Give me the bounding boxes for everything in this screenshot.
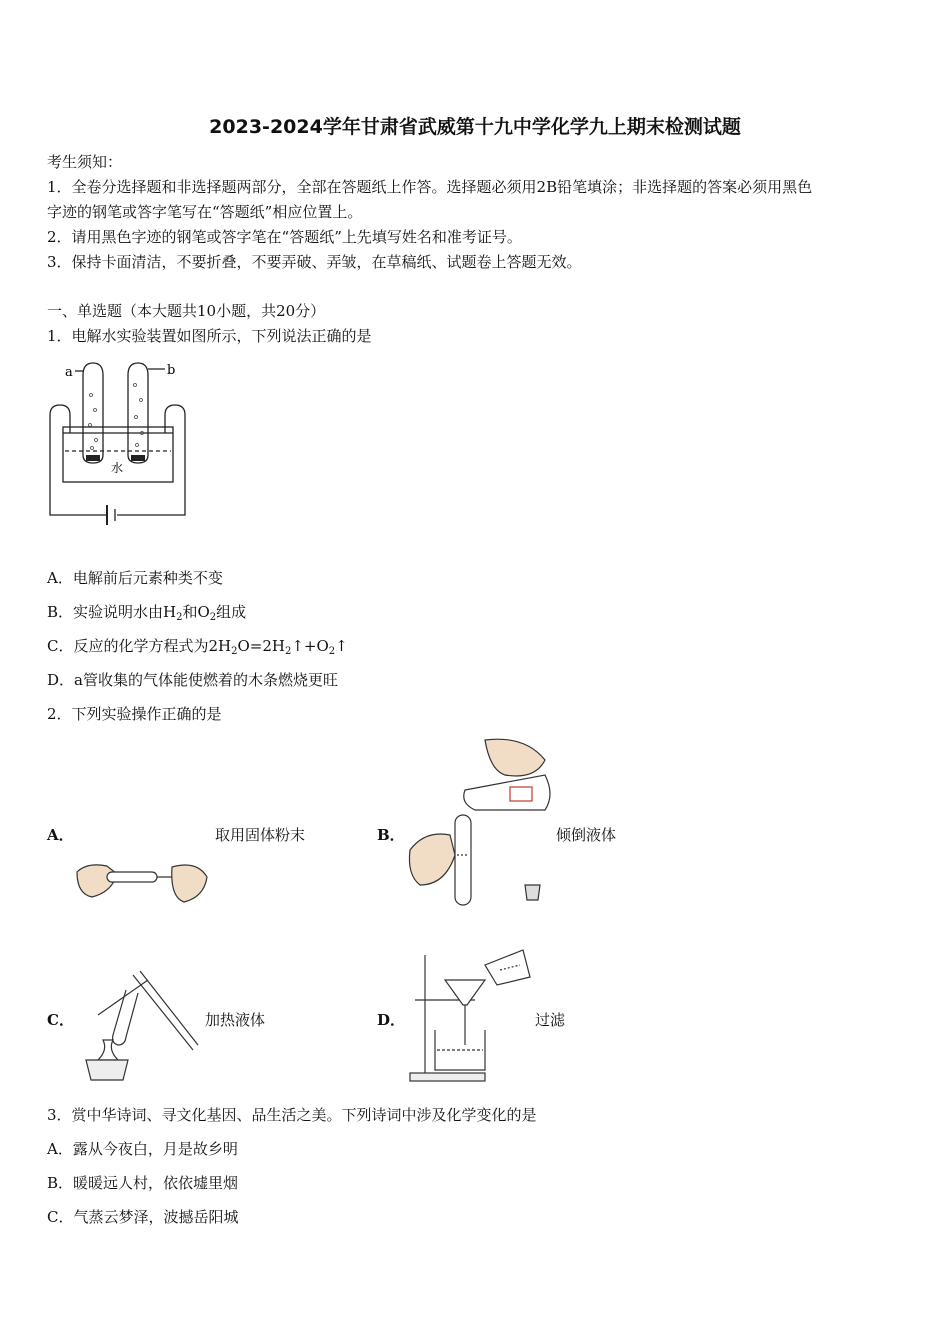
- fig-label-a: a: [65, 365, 73, 380]
- notice-line-1: 1．全卷分选择题和非选择题两部分，全部在答题纸上作答。选择题必须用2B铅笔填涂；非选择题的答案必须用黑色: [47, 178, 813, 196]
- q2-option-d-letter: D．: [377, 1011, 406, 1029]
- notice-line-1-cont: 字迹的钢笔或答字笔写在“答题纸”相应位置上。: [47, 203, 363, 221]
- q1-option-c: C．反应的化学方程式为$2H_2O=2H_2↑+O_2↑$: [47, 637, 348, 657]
- q2-option-b-caption: 倾倒液体: [556, 826, 617, 844]
- q2-stem: 2．下列实验操作正确的是: [47, 705, 222, 723]
- q3-stem: 3．赏中华诗词、寻文化基因、品生活之美。下列诗词中涉及化学变化的是: [47, 1106, 537, 1124]
- pouring-liquid-figure: [405, 735, 555, 910]
- notice-line-2: 2．请用黑色字迹的钢笔或答字笔在“答题纸”上先填写姓名和准考证号。: [47, 228, 522, 246]
- q1-option-b: B．实验说明水由$H_2$和$O_2$组成: [47, 603, 247, 623]
- q3-option-a: A．露从今夜白，月是故乡明: [47, 1140, 238, 1158]
- q1-option-d: D．a管收集的气体能使燃着的木条燃烧更旺: [47, 671, 338, 689]
- q1-stem: 1．电解水实验装置如图所示，下列说法正确的是: [47, 327, 372, 345]
- q2-option-c-caption: 加热液体: [205, 1011, 266, 1029]
- section-heading: 一、单选题（本大题共10小题，共20分）: [47, 302, 326, 320]
- filtration-figure: [405, 945, 535, 1085]
- q2-option-a-letter: A．: [47, 826, 74, 844]
- fig-label-water: 水: [111, 461, 124, 475]
- q3-option-c: C．气蒸云梦泽，波撼岳阳城: [47, 1208, 239, 1226]
- q1-option-a: A．电解前后元素种类不变: [47, 569, 223, 587]
- q2-option-d-caption: 过滤: [535, 1011, 566, 1029]
- powder-sampling-figure: [72, 852, 212, 912]
- page-title: 2023-2024学年甘肃省武威第十九中学化学九上期末检测试题: [209, 116, 741, 138]
- notice-line-3: 3．保持卡面清洁，不要折叠，不要弄破、弄皱，在草稿纸、试题卷上答题无效。: [47, 253, 582, 271]
- fig-label-b: b: [167, 363, 176, 378]
- q2-option-b-letter: B．: [377, 826, 405, 844]
- q2-option-a-caption: 取用固体粉末: [215, 826, 306, 844]
- electrolysis-apparatus-figure: [45, 355, 195, 535]
- q3-option-b: B．暖暖远人村，依依墟里烟: [47, 1174, 239, 1192]
- heating-liquid-figure: [78, 965, 198, 1085]
- notice-heading: 考生须知：: [47, 153, 123, 171]
- q2-option-c-letter: C．: [47, 1011, 74, 1029]
